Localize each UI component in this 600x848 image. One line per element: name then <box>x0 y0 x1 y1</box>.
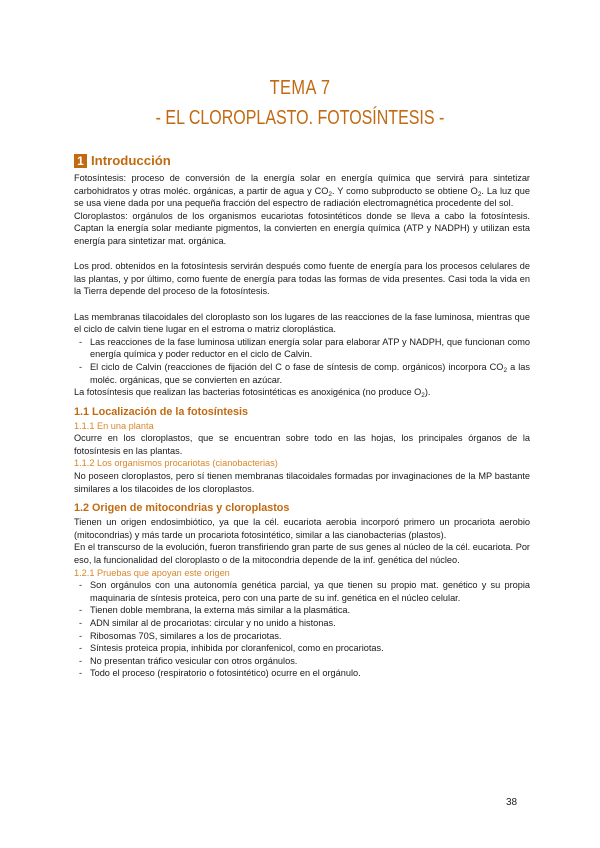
page-number: 38 <box>506 797 518 808</box>
paragraph-procariotas: No poseen cloroplastos, pero sí tienen membranas tilacoidales formadas por invaginaciones de la MP bastante similares a los tilacoides de los cloroplastos. <box>74 471 530 494</box>
list-item: - Ribosomas 70S, similares a los de procariotas. <box>74 630 530 643</box>
subsection-heading-localizacion: 1.1 Localización de la fotosíntesis <box>74 405 248 418</box>
list-item: - Tienen doble membrana, la externa más similar a la plasmática. <box>74 604 530 617</box>
chapter-subtitle: - EL CLOROPLASTO. FOTOSÍNTESIS - <box>155 107 445 129</box>
subsection-heading-origen: 1.2 Origen de mitocondrias y cloroplastos <box>74 502 290 515</box>
section-number-badge: 1 <box>74 154 87 168</box>
list-item: - Todo el proceso (respiratorio o fotosintético) ocurre en el orgánulo. <box>74 667 530 680</box>
paragraph-cloroplastos: Cloroplastos: orgánulos de los organismos eucariotas fotosintéticos donde se lleva a cabo la fotosíntesis. Captan la energía solar mediante pigmentos, la convierten en energía química (ATP y NADPH) y utilizan esta energía para sintetizar mat. orgánica. <box>74 210 530 246</box>
paragraph-evolucion: En el transcurso de la evolución, fueron transfiriendo gran parte de sus genes al núcleo de la cél. eucariota. Por eso, la funcionalidad del cloroplasto o de la mitocondria depende de la inf. genética del núcleo. <box>74 542 530 566</box>
section-heading-text: Introducción <box>91 153 171 168</box>
subsubsection-heading-planta: 1.1.1 En una planta <box>74 420 154 431</box>
paragraph-membranas: Las membranas tilacoidales del cloroplasto son los lugares de las reacciones de la fase luminosa, mientras que el ciclo de calvin tiene lugar en el estroma o matriz cloroplástica. <box>74 311 530 335</box>
list-item: - Las reacciones de la fase luminosa utilizan energía solar para elaborar ATP y NADPH, que funcionan como energía química y poder reductor en el ciclo de Calvin. <box>74 336 530 361</box>
subsubsection-heading-procariotas: 1.1.2 Los organismos procariotas (cianobacterias) <box>74 458 278 469</box>
page-title-block <box>0 76 600 133</box>
subsubsection-heading-pruebas: 1.2.1 Pruebas que apoyan este origen <box>74 567 230 578</box>
paragraph-planta: Ocurre en los cloroplastos, que se encuentran sobre todo en las hojas, los principales órganos de la fotosíntesis en las plantas. <box>74 433 530 456</box>
list-fases <box>74 336 530 386</box>
list-item: - No presentan tráfico vesicular con otros orgánulos. <box>74 655 530 668</box>
paragraph-fotosintesis: Fotosíntesis: proceso de conversión de la energía solar en energía química que servirá para sintetizar carbohidratos y otras moléc. orgánicas, a partir de agua y $CO_2$. Y como subproducto se obtiene $O_2$. La luz que se usa viene dada por una pequeña fracción del espectro de radiación electromagnética procedente del sol. <box>74 173 530 209</box>
list-pruebas <box>74 579 530 680</box>
document-body <box>74 152 530 680</box>
list-item: - ADN similar al de procariotas: circular y no unido a histonas. <box>74 617 530 630</box>
paragraph-anoxigenica: La fotosíntesis que realizan las bacterias fotosintéticas es anoxigénica (no produce $O_2$). <box>74 387 431 400</box>
chapter-title: TEMA 7 <box>269 77 331 99</box>
paragraph-productos: Los prod. obtenidos en la fotosíntesis servirán después como fuente de energía para los procesos celulares de las plantas, y por último, como fuente de energía para todas las formas de vida presentes. Casi toda la vida en la Tierra depende del proceso de la fotosíntesis. <box>74 261 530 297</box>
section-heading-introduccion <box>74 152 530 170</box>
list-item: - Son orgánulos con una autonomía genética parcial, ya que tienen su propio mat. genético y su propia maquinaria de síntesis proteica, pero con una parte de su inf. genética en el núcleo celular. <box>74 579 530 604</box>
list-item: - Síntesis proteica propia, inhibida por cloranfenicol, como en procariotas. <box>74 642 530 655</box>
list-item: - El ciclo de Calvin (reacciones de fijación del C o fase de síntesis de comp. orgánicos) incorpora $CO_2$ a las moléc. orgánicas, que se convierten en azúcar. <box>74 361 530 386</box>
paragraph-endosimbiotico: Tienen un origen endosimbiótico, ya que la cél. eucariota aerobia incorporó primero un procariota aerobio (mitocondrias) y más tarde un procariota fotosintético, similar a las cianobacterias (plastos). <box>74 517 530 540</box>
